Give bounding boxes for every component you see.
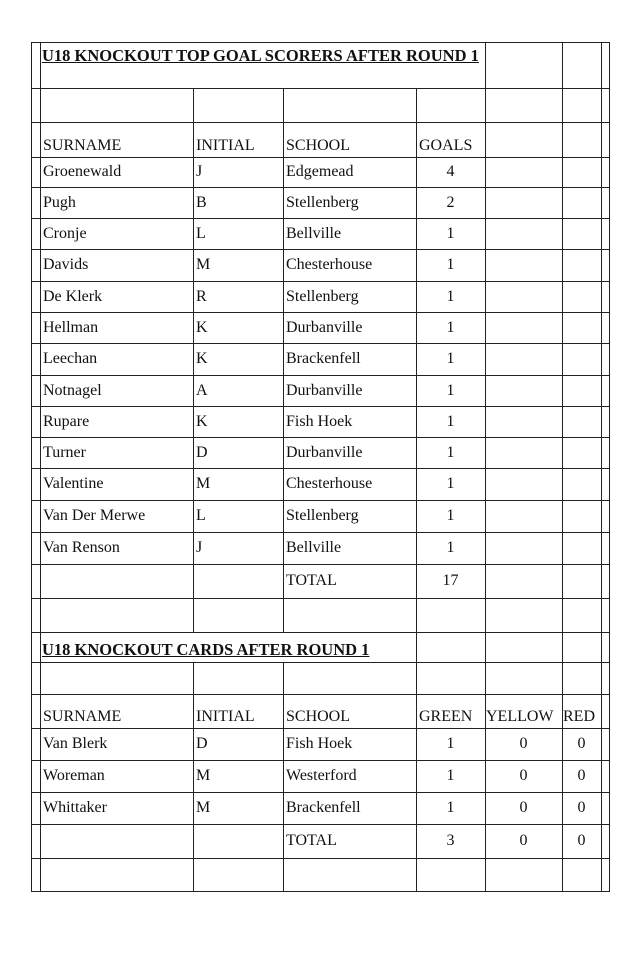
cell-green: 1 bbox=[446, 767, 455, 784]
cell-initial: L bbox=[196, 224, 206, 242]
table-row bbox=[31, 792, 610, 824]
table-row bbox=[31, 281, 610, 312]
cell-yellow: 0 bbox=[519, 767, 528, 784]
cell-school: Bellville bbox=[286, 224, 342, 242]
cell-goals: 1 bbox=[446, 256, 455, 273]
cell-surname: Whittaker bbox=[43, 799, 107, 816]
cell-school: Edgemead bbox=[286, 163, 354, 180]
cell-goals: 1 bbox=[446, 287, 455, 305]
cell-yellow: 0 bbox=[519, 735, 528, 752]
cell-school: Westerford bbox=[286, 767, 357, 784]
header-yellow: YELLOW bbox=[486, 708, 554, 725]
total-goals: 17 bbox=[442, 572, 459, 589]
cell-goals: 1 bbox=[446, 412, 455, 430]
cell-school: Fish Hoek bbox=[286, 412, 353, 430]
cell-goals: 1 bbox=[446, 443, 455, 461]
cell-goals: 1 bbox=[446, 507, 455, 524]
cell-goals: 1 bbox=[446, 381, 455, 399]
table-row bbox=[31, 406, 610, 437]
total-yellow: 0 bbox=[519, 832, 528, 849]
header-school: SCHOOL bbox=[286, 708, 351, 725]
cell-initial: K bbox=[196, 412, 208, 430]
scorers-total-row bbox=[31, 564, 610, 598]
table-row bbox=[31, 157, 610, 187]
header-initial: INITIAL bbox=[196, 137, 255, 154]
scorers-title: U18 KNOCKOUT TOP GOAL SCORERS AFTER ROUND 1 bbox=[42, 46, 479, 65]
cell-school: Durbanville bbox=[286, 443, 363, 461]
spreadsheet-sheet bbox=[31, 42, 610, 892]
header-initial: INITIAL bbox=[196, 708, 255, 725]
cell-surname: Pugh bbox=[43, 193, 76, 211]
cell-surname: Van Der Merwe bbox=[43, 507, 146, 524]
cell-goals: 2 bbox=[446, 193, 455, 211]
cell-surname: Leechan bbox=[43, 350, 98, 367]
cell-surname: Groenewald bbox=[43, 163, 122, 180]
cards-header-row bbox=[31, 694, 610, 728]
header-green: GREEN bbox=[419, 708, 473, 725]
cell-initial: B bbox=[196, 193, 207, 211]
table-row bbox=[31, 532, 610, 564]
cell-surname: De Klerk bbox=[43, 287, 103, 305]
table-row bbox=[31, 468, 610, 500]
cell-surname: Turner bbox=[43, 443, 86, 461]
table-row bbox=[31, 187, 610, 218]
cell-goals: 1 bbox=[446, 224, 455, 242]
cell-school: Brackenfell bbox=[286, 799, 361, 816]
table-row bbox=[31, 728, 610, 760]
header-goals: GOALS bbox=[419, 137, 473, 154]
cell-surname: Cronje bbox=[43, 224, 87, 242]
cell-red: 0 bbox=[577, 735, 586, 752]
cell-initial: M bbox=[196, 799, 211, 816]
cell-initial: M bbox=[196, 767, 211, 784]
cell-school: Stellenberg bbox=[286, 507, 359, 524]
header-school: SCHOOL bbox=[286, 137, 351, 154]
total-label: TOTAL bbox=[286, 572, 337, 589]
cell-surname: Hellman bbox=[43, 318, 99, 336]
cell-surname: Woreman bbox=[43, 767, 105, 784]
total-label: TOTAL bbox=[286, 832, 337, 849]
total-green: 3 bbox=[446, 832, 455, 849]
cell-school: Stellenberg bbox=[286, 193, 359, 211]
cell-surname: Valentine bbox=[43, 475, 104, 492]
table-row bbox=[31, 249, 610, 281]
cell-initial: K bbox=[196, 350, 208, 367]
header-surname: SURNAME bbox=[43, 137, 122, 154]
table-row bbox=[31, 760, 610, 792]
scorers-header-row bbox=[31, 122, 610, 157]
cell-surname: Notnagel bbox=[43, 381, 102, 399]
header-surname: SURNAME bbox=[43, 708, 122, 725]
cell-surname: Davids bbox=[43, 256, 89, 273]
cell-school: Fish Hoek bbox=[286, 735, 353, 752]
table-row bbox=[31, 218, 610, 249]
cell-initial: J bbox=[196, 539, 203, 556]
cell-red: 0 bbox=[577, 799, 586, 816]
cards-title: U18 KNOCKOUT CARDS AFTER ROUND 1 bbox=[42, 640, 370, 659]
table-row bbox=[31, 500, 610, 532]
table-row bbox=[31, 312, 610, 343]
total-red: 0 bbox=[577, 832, 586, 849]
cell-initial: M bbox=[196, 475, 211, 492]
cell-school: Bellville bbox=[286, 539, 342, 556]
cell-initial: D bbox=[196, 735, 208, 752]
cell-school: Stellenberg bbox=[286, 287, 359, 305]
cell-school: Durbanville bbox=[286, 381, 363, 399]
cell-school: Brackenfell bbox=[286, 350, 361, 367]
cell-school: Chesterhouse bbox=[286, 256, 373, 273]
cell-initial: M bbox=[196, 256, 211, 273]
cell-goals: 4 bbox=[446, 163, 455, 180]
cell-initial: A bbox=[196, 381, 208, 399]
cell-initial: D bbox=[196, 443, 208, 461]
cell-initial: R bbox=[196, 287, 207, 305]
cell-school: Chesterhouse bbox=[286, 475, 373, 492]
table-row bbox=[31, 375, 610, 406]
table-row bbox=[31, 343, 610, 375]
table-row bbox=[31, 437, 610, 468]
cell-surname: Rupare bbox=[43, 412, 90, 430]
cell-initial: L bbox=[196, 507, 206, 524]
cell-goals: 1 bbox=[446, 350, 455, 367]
cell-initial: J bbox=[196, 163, 203, 180]
cell-initial: K bbox=[196, 318, 208, 336]
cell-yellow: 0 bbox=[519, 799, 528, 816]
cards-total-row bbox=[31, 824, 610, 858]
cell-school: Durbanville bbox=[286, 318, 363, 336]
cell-goals: 1 bbox=[446, 539, 455, 556]
cell-surname: Van Renson bbox=[43, 539, 120, 556]
cell-green: 1 bbox=[446, 799, 455, 816]
header-red: RED bbox=[563, 708, 595, 725]
cell-green: 1 bbox=[446, 735, 455, 752]
cell-red: 0 bbox=[577, 767, 586, 784]
cell-surname: Van Blerk bbox=[43, 735, 108, 752]
cell-goals: 1 bbox=[446, 475, 455, 492]
cell-goals: 1 bbox=[446, 318, 455, 336]
